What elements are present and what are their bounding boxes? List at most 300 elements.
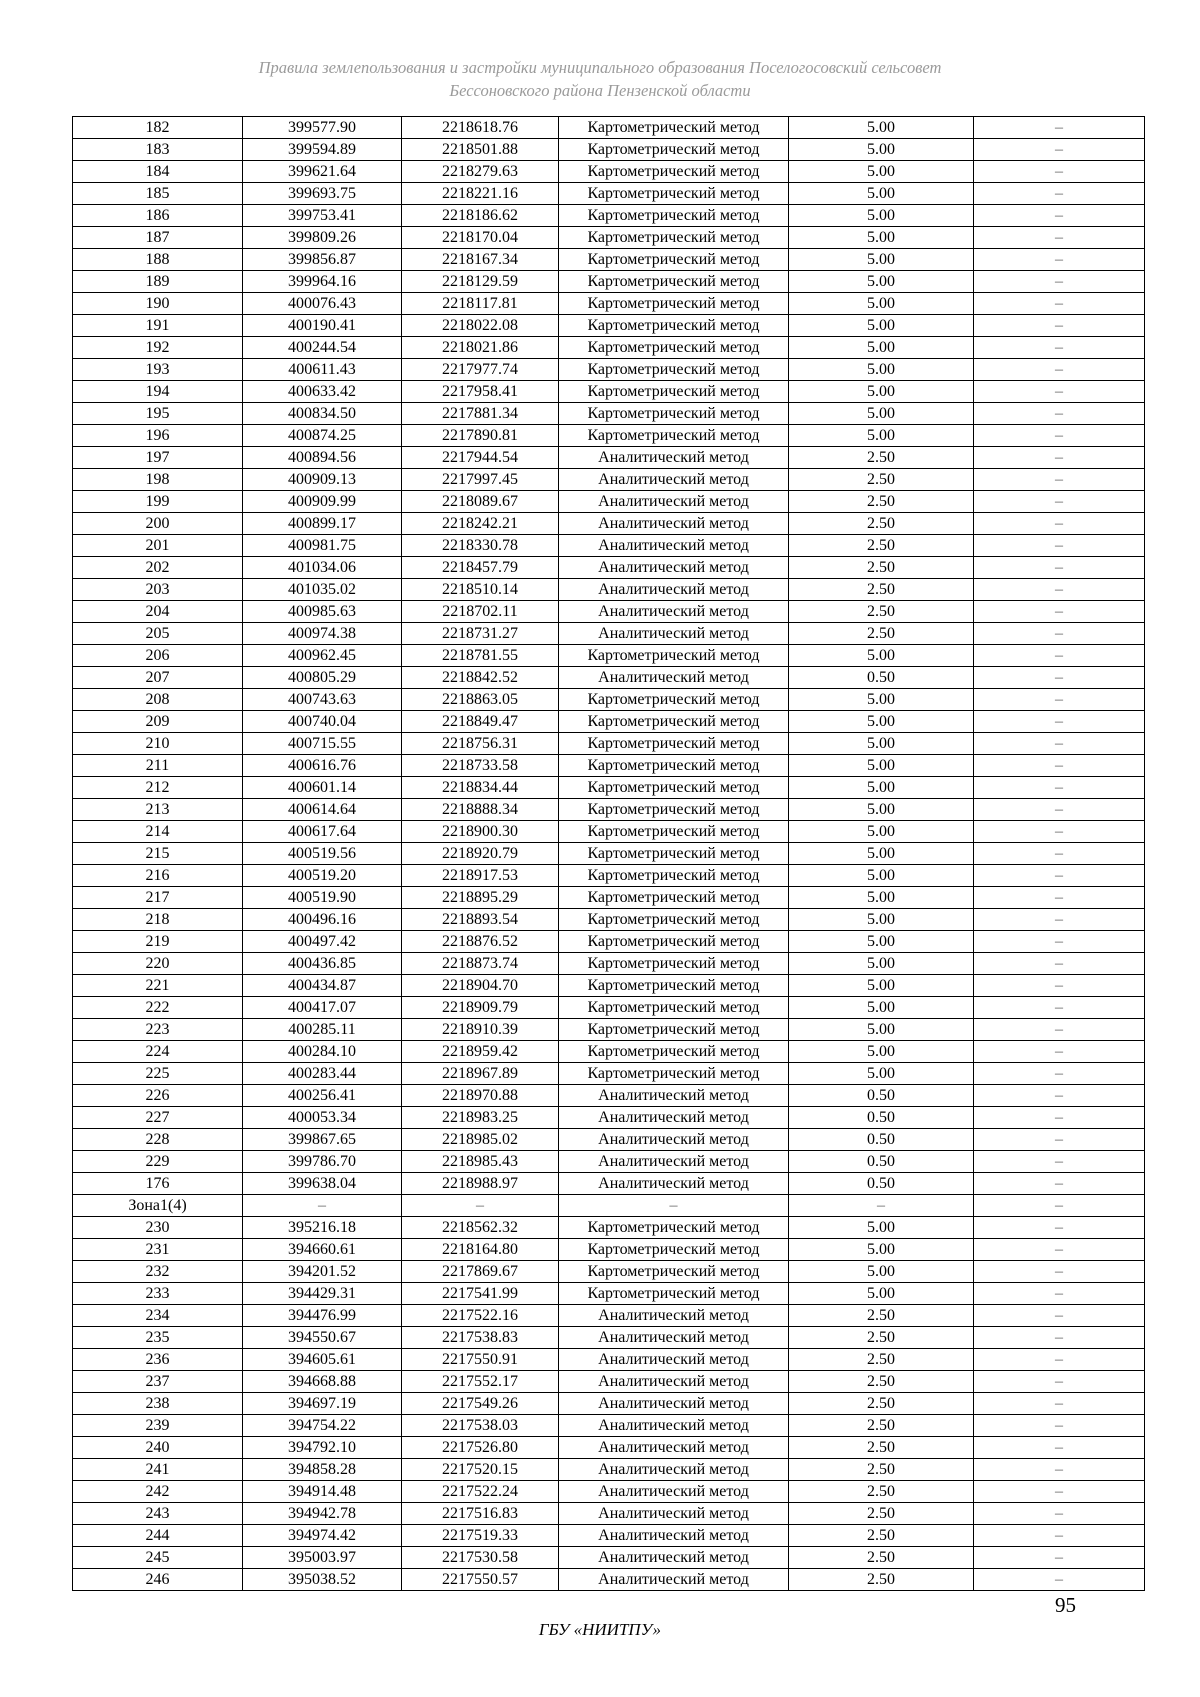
accuracy-cell: 0.50 [789, 1129, 974, 1151]
note-cell: – [974, 1239, 1145, 1261]
y-coordinate-cell: 2218756.31 [402, 733, 559, 755]
x-coordinate-cell: 400616.76 [243, 755, 402, 777]
point-number-cell: 176 [73, 1173, 243, 1195]
x-coordinate-cell: 400909.13 [243, 469, 402, 491]
y-coordinate-cell: 2218909.79 [402, 997, 559, 1019]
y-coordinate-cell: 2217522.24 [402, 1481, 559, 1503]
note-cell: – [974, 1393, 1145, 1415]
point-number-cell: 236 [73, 1349, 243, 1371]
accuracy-cell: 5.00 [789, 227, 974, 249]
method-cell: Аналитический метод [559, 1503, 789, 1525]
accuracy-cell: 5.00 [789, 139, 974, 161]
accuracy-cell: 5.00 [789, 183, 974, 205]
y-coordinate-cell: 2218988.97 [402, 1173, 559, 1195]
method-cell: Аналитический метод [559, 1525, 789, 1547]
y-coordinate-cell: 2217520.15 [402, 1459, 559, 1481]
y-coordinate-cell: 2218457.79 [402, 557, 559, 579]
x-coordinate-cell: 400434.87 [243, 975, 402, 997]
x-coordinate-cell: 400244.54 [243, 337, 402, 359]
y-coordinate-cell: 2217519.33 [402, 1525, 559, 1547]
method-cell: Картометрический метод [559, 865, 789, 887]
y-coordinate-cell: 2218959.42 [402, 1041, 559, 1063]
x-coordinate-cell: 400985.63 [243, 601, 402, 623]
table-row [73, 689, 1145, 711]
table-row [73, 535, 1145, 557]
point-number-cell: 227 [73, 1107, 243, 1129]
accuracy-cell: 5.00 [789, 931, 974, 953]
point-number-cell: 184 [73, 161, 243, 183]
x-coordinate-cell: 394792.10 [243, 1437, 402, 1459]
table-row [73, 975, 1145, 997]
accuracy-cell: 2.50 [789, 623, 974, 645]
point-number-cell: 246 [73, 1569, 243, 1591]
x-coordinate-cell: 400909.99 [243, 491, 402, 513]
accuracy-cell: 5.00 [789, 865, 974, 887]
table-row [73, 579, 1145, 601]
table-row [73, 1437, 1145, 1459]
method-cell: Картометрический метод [559, 1041, 789, 1063]
note-cell: – [974, 1195, 1145, 1217]
method-cell: Аналитический метод [559, 1393, 789, 1415]
note-cell: – [974, 689, 1145, 711]
method-cell: Картометрический метод [559, 975, 789, 997]
accuracy-cell: 2.50 [789, 1459, 974, 1481]
method-cell: Картометрический метод [559, 337, 789, 359]
method-cell: Аналитический метод [559, 1371, 789, 1393]
note-cell: – [974, 491, 1145, 513]
method-cell: Картометрический метод [559, 1239, 789, 1261]
note-cell: – [974, 887, 1145, 909]
table-row [73, 843, 1145, 865]
y-coordinate-cell: 2218781.55 [402, 645, 559, 667]
y-coordinate-cell: 2217516.83 [402, 1503, 559, 1525]
accuracy-cell: 2.50 [789, 447, 974, 469]
point-number-cell: 201 [73, 535, 243, 557]
note-cell: – [974, 755, 1145, 777]
y-coordinate-cell: 2218618.76 [402, 117, 559, 139]
y-coordinate-cell: 2218117.81 [402, 293, 559, 315]
point-number-cell: 214 [73, 821, 243, 843]
accuracy-cell: 2.50 [789, 1547, 974, 1569]
table-row [73, 1415, 1145, 1437]
point-number-cell: 195 [73, 403, 243, 425]
point-number-cell: 216 [73, 865, 243, 887]
y-coordinate-cell: 2217977.74 [402, 359, 559, 381]
accuracy-cell: 5.00 [789, 1283, 974, 1305]
y-coordinate-cell: 2218849.47 [402, 711, 559, 733]
table-row [73, 1393, 1145, 1415]
point-number-cell: 198 [73, 469, 243, 491]
point-number-cell: 212 [73, 777, 243, 799]
x-coordinate-cell: 399786.70 [243, 1151, 402, 1173]
table-row [73, 1481, 1145, 1503]
note-cell: – [974, 271, 1145, 293]
method-cell: Аналитический метод [559, 1327, 789, 1349]
header-subtitle: Бессоновского района Пензенской области [449, 81, 751, 100]
point-number-cell: 204 [73, 601, 243, 623]
x-coordinate-cell: 400633.42 [243, 381, 402, 403]
x-coordinate-cell: 400740.04 [243, 711, 402, 733]
table-row [73, 1349, 1145, 1371]
table-row [73, 711, 1145, 733]
y-coordinate-cell: 2218967.89 [402, 1063, 559, 1085]
note-cell: – [974, 1283, 1145, 1305]
method-cell: Картометрический метод [559, 799, 789, 821]
accuracy-cell: 5.00 [789, 777, 974, 799]
accuracy-cell: 5.00 [789, 689, 974, 711]
method-cell: Картометрический метод [559, 711, 789, 733]
point-number-cell: 206 [73, 645, 243, 667]
point-number-cell: 199 [73, 491, 243, 513]
x-coordinate-cell: 400614.64 [243, 799, 402, 821]
y-coordinate-cell: 2217869.67 [402, 1261, 559, 1283]
table-row [73, 1151, 1145, 1173]
note-cell: – [974, 425, 1145, 447]
x-coordinate-cell: 395003.97 [243, 1547, 402, 1569]
y-coordinate-cell: 2218863.05 [402, 689, 559, 711]
point-number-cell: 208 [73, 689, 243, 711]
method-cell: Картометрический метод [559, 271, 789, 293]
x-coordinate-cell: 399964.16 [243, 271, 402, 293]
table-row [73, 315, 1145, 337]
point-number-cell: 231 [73, 1239, 243, 1261]
x-coordinate-cell: 400974.38 [243, 623, 402, 645]
table-row [73, 1239, 1145, 1261]
method-cell: Картометрический метод [559, 909, 789, 931]
accuracy-cell: 2.50 [789, 1437, 974, 1459]
point-number-cell: 190 [73, 293, 243, 315]
note-cell: – [974, 667, 1145, 689]
accuracy-cell: 2.50 [789, 1569, 974, 1591]
method-cell: – [559, 1195, 789, 1217]
table-row [73, 799, 1145, 821]
method-cell: Аналитический метод [559, 491, 789, 513]
table-row [73, 821, 1145, 843]
method-cell: Картометрический метод [559, 381, 789, 403]
note-cell: – [974, 975, 1145, 997]
method-cell: Картометрический метод [559, 777, 789, 799]
point-number-cell: 213 [73, 799, 243, 821]
method-cell: Картометрический метод [559, 403, 789, 425]
method-cell: Картометрический метод [559, 1063, 789, 1085]
y-coordinate-cell: 2218873.74 [402, 953, 559, 975]
point-number-cell: 200 [73, 513, 243, 535]
table-row [73, 1217, 1145, 1239]
y-coordinate-cell: 2218510.14 [402, 579, 559, 601]
x-coordinate-cell: 399621.64 [243, 161, 402, 183]
accuracy-cell: 2.50 [789, 579, 974, 601]
y-coordinate-cell: 2218186.62 [402, 205, 559, 227]
point-number-cell: 207 [73, 667, 243, 689]
y-coordinate-cell: 2217541.99 [402, 1283, 559, 1305]
accuracy-cell: 5.00 [789, 403, 974, 425]
note-cell: – [974, 1107, 1145, 1129]
y-coordinate-cell: 2218242.21 [402, 513, 559, 535]
y-coordinate-cell: 2218893.54 [402, 909, 559, 931]
y-coordinate-cell: 2217997.45 [402, 469, 559, 491]
accuracy-cell: 2.50 [789, 1371, 974, 1393]
point-number-cell: 244 [73, 1525, 243, 1547]
x-coordinate-cell: 400076.43 [243, 293, 402, 315]
table-row [73, 931, 1145, 953]
point-number-cell: 218 [73, 909, 243, 931]
accuracy-cell: 2.50 [789, 535, 974, 557]
method-cell: Картометрический метод [559, 887, 789, 909]
accuracy-cell: 5.00 [789, 161, 974, 183]
method-cell: Картометрический метод [559, 117, 789, 139]
y-coordinate-cell: 2218900.30 [402, 821, 559, 843]
method-cell: Аналитический метод [559, 1547, 789, 1569]
point-number-cell: 211 [73, 755, 243, 777]
x-coordinate-cell: 394660.61 [243, 1239, 402, 1261]
x-coordinate-cell: 394858.28 [243, 1459, 402, 1481]
accuracy-cell: 5.00 [789, 821, 974, 843]
accuracy-cell: 2.50 [789, 469, 974, 491]
method-cell: Картометрический метод [559, 227, 789, 249]
point-number-cell: 243 [73, 1503, 243, 1525]
accuracy-cell: 2.50 [789, 557, 974, 579]
point-number-cell: 235 [73, 1327, 243, 1349]
x-coordinate-cell: 399577.90 [243, 117, 402, 139]
method-cell: Картометрический метод [559, 315, 789, 337]
x-coordinate-cell: 394914.48 [243, 1481, 402, 1503]
x-coordinate-cell: 400496.16 [243, 909, 402, 931]
method-cell: Аналитический метод [559, 1129, 789, 1151]
table-row [73, 1129, 1145, 1151]
method-cell: Картометрический метод [559, 139, 789, 161]
accuracy-cell: 5.00 [789, 755, 974, 777]
x-coordinate-cell: 400743.63 [243, 689, 402, 711]
accuracy-cell: 2.50 [789, 1393, 974, 1415]
point-number-cell: 222 [73, 997, 243, 1019]
note-cell: – [974, 381, 1145, 403]
method-cell: Аналитический метод [559, 1437, 789, 1459]
table-row [73, 1173, 1145, 1195]
x-coordinate-cell: 395216.18 [243, 1217, 402, 1239]
y-coordinate-cell: 2217958.41 [402, 381, 559, 403]
x-coordinate-cell: 399594.89 [243, 139, 402, 161]
point-number-cell: 186 [73, 205, 243, 227]
note-cell: – [974, 777, 1145, 799]
method-cell: Картометрический метод [559, 1217, 789, 1239]
x-coordinate-cell: 400284.10 [243, 1041, 402, 1063]
y-coordinate-cell: 2218330.78 [402, 535, 559, 557]
table-row [73, 755, 1145, 777]
y-coordinate-cell: 2218888.34 [402, 799, 559, 821]
y-coordinate-cell: 2218904.70 [402, 975, 559, 997]
point-number-cell: 229 [73, 1151, 243, 1173]
point-number-cell: 217 [73, 887, 243, 909]
table-row [73, 645, 1145, 667]
x-coordinate-cell: 394550.67 [243, 1327, 402, 1349]
x-coordinate-cell: 394605.61 [243, 1349, 402, 1371]
point-number-cell: 191 [73, 315, 243, 337]
accuracy-cell: 5.00 [789, 1063, 974, 1085]
method-cell: Аналитический метод [559, 557, 789, 579]
point-number-cell: 205 [73, 623, 243, 645]
note-cell: – [974, 557, 1145, 579]
method-cell: Аналитический метод [559, 1151, 789, 1173]
accuracy-cell: 5.00 [789, 975, 974, 997]
table-row [73, 623, 1145, 645]
x-coordinate-cell: 400715.55 [243, 733, 402, 755]
note-cell: – [974, 403, 1145, 425]
accuracy-cell: 5.00 [789, 953, 974, 975]
point-number-cell: 210 [73, 733, 243, 755]
accuracy-cell: 5.00 [789, 117, 974, 139]
method-cell: Аналитический метод [559, 1349, 789, 1371]
x-coordinate-cell: 400611.43 [243, 359, 402, 381]
point-number-cell: 232 [73, 1261, 243, 1283]
y-coordinate-cell: 2217522.16 [402, 1305, 559, 1327]
point-number-cell: 230 [73, 1217, 243, 1239]
table-row [73, 1283, 1145, 1305]
table-row [73, 1063, 1145, 1085]
accuracy-cell: – [789, 1195, 974, 1217]
table-row [73, 337, 1145, 359]
y-coordinate-cell: 2217538.83 [402, 1327, 559, 1349]
accuracy-cell: 2.50 [789, 491, 974, 513]
y-coordinate-cell: 2218702.11 [402, 601, 559, 623]
method-cell: Аналитический метод [559, 1305, 789, 1327]
accuracy-cell: 5.00 [789, 909, 974, 931]
x-coordinate-cell: 400874.25 [243, 425, 402, 447]
method-cell: Аналитический метод [559, 469, 789, 491]
point-number-cell: 224 [73, 1041, 243, 1063]
x-coordinate-cell: 399638.04 [243, 1173, 402, 1195]
note-cell: – [974, 733, 1145, 755]
y-coordinate-cell: 2217552.17 [402, 1371, 559, 1393]
y-coordinate-cell: 2218279.63 [402, 161, 559, 183]
table-row [73, 1525, 1145, 1547]
note-cell: – [974, 1063, 1145, 1085]
point-number-cell: 242 [73, 1481, 243, 1503]
y-coordinate-cell: 2218985.43 [402, 1151, 559, 1173]
y-coordinate-cell: 2218733.58 [402, 755, 559, 777]
note-cell: – [974, 513, 1145, 535]
table-row [73, 425, 1145, 447]
note-cell: – [974, 359, 1145, 381]
table-row [73, 1569, 1145, 1591]
method-cell: Картометрический метод [559, 645, 789, 667]
method-cell: Картометрический метод [559, 689, 789, 711]
y-coordinate-cell: 2218910.39 [402, 1019, 559, 1041]
note-cell: – [974, 799, 1145, 821]
point-number-cell: 241 [73, 1459, 243, 1481]
accuracy-cell: 5.00 [789, 1019, 974, 1041]
y-coordinate-cell: – [402, 1195, 559, 1217]
accuracy-cell: 5.00 [789, 337, 974, 359]
document-header [0, 56, 1200, 102]
y-coordinate-cell: 2218876.52 [402, 931, 559, 953]
table-row [73, 271, 1145, 293]
note-cell: – [974, 623, 1145, 645]
y-coordinate-cell: 2218167.34 [402, 249, 559, 271]
note-cell: – [974, 205, 1145, 227]
method-cell: Аналитический метод [559, 535, 789, 557]
accuracy-cell: 5.00 [789, 315, 974, 337]
point-number-cell: 234 [73, 1305, 243, 1327]
y-coordinate-cell: 2217530.58 [402, 1547, 559, 1569]
accuracy-cell: 2.50 [789, 1327, 974, 1349]
point-number-cell: 194 [73, 381, 243, 403]
y-coordinate-cell: 2217890.81 [402, 425, 559, 447]
x-coordinate-cell: – [243, 1195, 402, 1217]
table-row [73, 205, 1145, 227]
note-cell: – [974, 953, 1145, 975]
y-coordinate-cell: 2218129.59 [402, 271, 559, 293]
method-cell: Аналитический метод [559, 1415, 789, 1437]
point-number-cell: 185 [73, 183, 243, 205]
note-cell: – [974, 1217, 1145, 1239]
point-number-cell: 189 [73, 271, 243, 293]
method-cell: Картометрический метод [559, 953, 789, 975]
point-number-cell: 187 [73, 227, 243, 249]
method-cell: Аналитический метод [559, 601, 789, 623]
note-cell: – [974, 1085, 1145, 1107]
note-cell: – [974, 535, 1145, 557]
accuracy-cell: 0.50 [789, 1173, 974, 1195]
note-cell: – [974, 1305, 1145, 1327]
accuracy-cell: 5.00 [789, 799, 974, 821]
point-number-cell: 209 [73, 711, 243, 733]
y-coordinate-cell: 2218022.08 [402, 315, 559, 337]
method-cell: Картометрический метод [559, 733, 789, 755]
note-cell: – [974, 1525, 1145, 1547]
note-cell: – [974, 1437, 1145, 1459]
method-cell: Аналитический метод [559, 1107, 789, 1129]
table-row [73, 777, 1145, 799]
method-cell: Аналитический метод [559, 1481, 789, 1503]
x-coordinate-cell: 400519.90 [243, 887, 402, 909]
point-number-cell: 238 [73, 1393, 243, 1415]
method-cell: Картометрический метод [559, 425, 789, 447]
accuracy-cell: 5.00 [789, 1041, 974, 1063]
accuracy-cell: 5.00 [789, 733, 974, 755]
accuracy-cell: 5.00 [789, 271, 974, 293]
y-coordinate-cell: 2217550.57 [402, 1569, 559, 1591]
x-coordinate-cell: 399867.65 [243, 1129, 402, 1151]
note-cell: – [974, 447, 1145, 469]
table-row [73, 139, 1145, 161]
y-coordinate-cell: 2217538.03 [402, 1415, 559, 1437]
accuracy-cell: 5.00 [789, 711, 974, 733]
table-row [73, 183, 1145, 205]
point-number-cell: 223 [73, 1019, 243, 1041]
x-coordinate-cell: 400283.44 [243, 1063, 402, 1085]
table-row [73, 1327, 1145, 1349]
point-number-cell: 202 [73, 557, 243, 579]
accuracy-cell: 5.00 [789, 249, 974, 271]
accuracy-cell: 5.00 [789, 381, 974, 403]
document-footer: ГБУ «НИИТПУ» [538, 1620, 662, 1639]
note-cell: – [974, 1173, 1145, 1195]
x-coordinate-cell: 399693.75 [243, 183, 402, 205]
y-coordinate-cell: 2218985.02 [402, 1129, 559, 1151]
table-row [73, 293, 1145, 315]
note-cell: – [974, 161, 1145, 183]
x-coordinate-cell: 394668.88 [243, 1371, 402, 1393]
x-coordinate-cell: 399753.41 [243, 205, 402, 227]
y-coordinate-cell: 2217944.54 [402, 447, 559, 469]
x-coordinate-cell: 394476.99 [243, 1305, 402, 1327]
y-coordinate-cell: 2218221.16 [402, 183, 559, 205]
point-number-cell: 182 [73, 117, 243, 139]
note-cell: – [974, 469, 1145, 491]
accuracy-cell: 2.50 [789, 1481, 974, 1503]
table-row [73, 1107, 1145, 1129]
accuracy-cell: 5.00 [789, 645, 974, 667]
